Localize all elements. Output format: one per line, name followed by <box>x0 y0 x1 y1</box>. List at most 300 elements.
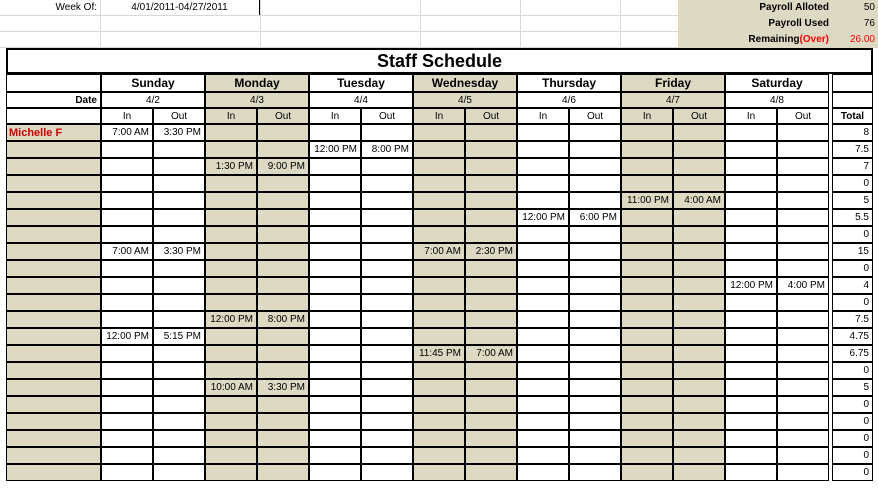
time-out-cell[interactable] <box>777 175 829 192</box>
time-out-cell[interactable] <box>257 192 309 209</box>
time-in-cell[interactable] <box>725 311 777 328</box>
time-in-cell[interactable] <box>413 447 465 464</box>
time-out-cell[interactable] <box>777 430 829 447</box>
time-in-cell[interactable] <box>725 379 777 396</box>
time-out-cell[interactable]: 2:30 PM <box>465 243 517 260</box>
employee-name-cell[interactable] <box>6 192 101 209</box>
time-out-cell[interactable] <box>569 413 621 430</box>
time-out-cell[interactable] <box>673 311 725 328</box>
time-out-cell[interactable] <box>673 226 725 243</box>
time-out-cell[interactable] <box>361 396 413 413</box>
time-out-cell[interactable] <box>361 413 413 430</box>
time-out-cell[interactable] <box>361 124 413 141</box>
time-in-cell[interactable] <box>517 277 569 294</box>
time-out-cell[interactable] <box>673 124 725 141</box>
time-in-cell[interactable] <box>621 362 673 379</box>
time-in-cell[interactable] <box>309 396 361 413</box>
employee-name-cell[interactable] <box>6 328 101 345</box>
time-in-cell[interactable]: 12:00 PM <box>725 277 777 294</box>
time-in-cell[interactable] <box>413 362 465 379</box>
employee-name-cell[interactable] <box>6 447 101 464</box>
time-in-cell[interactable] <box>101 141 153 158</box>
time-out-cell[interactable] <box>673 345 725 362</box>
time-in-cell[interactable] <box>517 175 569 192</box>
time-in-cell[interactable]: 12:00 PM <box>205 311 257 328</box>
time-in-cell[interactable] <box>309 413 361 430</box>
time-out-cell[interactable] <box>673 260 725 277</box>
time-out-cell[interactable] <box>361 243 413 260</box>
time-in-cell[interactable] <box>309 124 361 141</box>
time-out-cell[interactable] <box>777 243 829 260</box>
time-out-cell[interactable] <box>153 430 205 447</box>
time-out-cell[interactable] <box>569 158 621 175</box>
time-out-cell[interactable] <box>153 345 205 362</box>
time-in-cell[interactable] <box>621 294 673 311</box>
time-in-cell[interactable] <box>101 192 153 209</box>
time-in-cell[interactable] <box>517 413 569 430</box>
time-out-cell[interactable] <box>257 226 309 243</box>
time-in-cell[interactable] <box>101 226 153 243</box>
time-out-cell[interactable] <box>465 141 517 158</box>
time-out-cell[interactable] <box>361 277 413 294</box>
time-out-cell[interactable] <box>777 362 829 379</box>
time-in-cell[interactable] <box>101 345 153 362</box>
time-in-cell[interactable] <box>413 379 465 396</box>
time-in-cell[interactable] <box>621 209 673 226</box>
time-in-cell[interactable] <box>309 447 361 464</box>
time-in-cell[interactable] <box>725 141 777 158</box>
time-out-cell[interactable] <box>361 464 413 481</box>
time-in-cell[interactable] <box>101 277 153 294</box>
time-in-cell[interactable] <box>205 345 257 362</box>
time-in-cell[interactable] <box>413 277 465 294</box>
time-in-cell[interactable] <box>621 379 673 396</box>
time-in-cell[interactable] <box>205 209 257 226</box>
payroll-used-value[interactable]: 76 <box>863 18 875 29</box>
employee-name-cell[interactable] <box>6 277 101 294</box>
time-in-cell[interactable] <box>205 226 257 243</box>
time-out-cell[interactable] <box>673 141 725 158</box>
time-out-cell[interactable] <box>153 311 205 328</box>
time-in-cell[interactable]: 7:00 AM <box>101 243 153 260</box>
time-out-cell[interactable] <box>569 260 621 277</box>
time-in-cell[interactable] <box>621 464 673 481</box>
time-in-cell[interactable] <box>725 413 777 430</box>
time-out-cell[interactable] <box>465 158 517 175</box>
time-out-cell[interactable] <box>777 311 829 328</box>
employee-name-cell[interactable] <box>6 294 101 311</box>
time-in-cell[interactable] <box>517 260 569 277</box>
employee-name-cell[interactable] <box>6 345 101 362</box>
time-out-cell[interactable] <box>257 464 309 481</box>
employee-name-cell[interactable] <box>6 379 101 396</box>
time-in-cell[interactable] <box>205 175 257 192</box>
time-out-cell[interactable] <box>673 158 725 175</box>
time-out-cell[interactable] <box>153 413 205 430</box>
time-out-cell[interactable] <box>361 260 413 277</box>
time-in-cell[interactable] <box>517 362 569 379</box>
time-out-cell[interactable] <box>153 141 205 158</box>
time-out-cell[interactable] <box>361 345 413 362</box>
time-in-cell[interactable] <box>725 430 777 447</box>
time-in-cell[interactable] <box>309 260 361 277</box>
time-out-cell[interactable] <box>361 430 413 447</box>
time-in-cell[interactable] <box>621 447 673 464</box>
time-out-cell[interactable] <box>569 294 621 311</box>
time-in-cell[interactable]: 12:00 PM <box>101 328 153 345</box>
time-out-cell[interactable] <box>465 294 517 311</box>
time-in-cell[interactable] <box>413 260 465 277</box>
time-in-cell[interactable] <box>205 447 257 464</box>
time-in-cell[interactable] <box>517 226 569 243</box>
time-out-cell[interactable] <box>361 226 413 243</box>
time-out-cell[interactable] <box>257 362 309 379</box>
time-out-cell[interactable] <box>569 447 621 464</box>
time-in-cell[interactable] <box>725 226 777 243</box>
time-in-cell[interactable] <box>725 362 777 379</box>
time-out-cell[interactable] <box>257 447 309 464</box>
time-out-cell[interactable] <box>569 362 621 379</box>
time-out-cell[interactable] <box>569 396 621 413</box>
time-out-cell[interactable] <box>153 447 205 464</box>
time-out-cell[interactable] <box>465 396 517 413</box>
time-in-cell[interactable] <box>413 396 465 413</box>
time-in-cell[interactable] <box>309 311 361 328</box>
time-out-cell[interactable] <box>673 396 725 413</box>
time-out-cell[interactable]: 9:00 PM <box>257 158 309 175</box>
time-out-cell[interactable] <box>257 141 309 158</box>
time-in-cell[interactable] <box>101 158 153 175</box>
employee-name-cell[interactable] <box>6 243 101 260</box>
time-out-cell[interactable] <box>465 413 517 430</box>
time-in-cell[interactable] <box>101 294 153 311</box>
time-in-cell[interactable] <box>725 396 777 413</box>
time-out-cell[interactable] <box>777 328 829 345</box>
time-in-cell[interactable] <box>517 124 569 141</box>
time-out-cell[interactable] <box>777 447 829 464</box>
time-in-cell[interactable] <box>413 311 465 328</box>
time-out-cell[interactable]: 3:30 PM <box>257 379 309 396</box>
time-in-cell[interactable] <box>205 141 257 158</box>
time-in-cell[interactable] <box>413 209 465 226</box>
time-out-cell[interactable] <box>361 328 413 345</box>
time-in-cell[interactable] <box>517 396 569 413</box>
employee-name-cell[interactable]: Michelle F <box>6 124 101 141</box>
time-in-cell[interactable] <box>517 328 569 345</box>
time-in-cell[interactable] <box>413 192 465 209</box>
time-out-cell[interactable] <box>673 328 725 345</box>
time-out-cell[interactable] <box>257 260 309 277</box>
time-out-cell[interactable] <box>257 124 309 141</box>
time-out-cell[interactable] <box>569 430 621 447</box>
time-out-cell[interactable] <box>777 294 829 311</box>
time-out-cell[interactable] <box>153 464 205 481</box>
time-out-cell[interactable] <box>777 192 829 209</box>
time-in-cell[interactable] <box>101 209 153 226</box>
time-in-cell[interactable] <box>725 447 777 464</box>
time-out-cell[interactable] <box>465 362 517 379</box>
time-in-cell[interactable] <box>621 396 673 413</box>
time-in-cell[interactable] <box>205 396 257 413</box>
time-out-cell[interactable]: 4:00 PM <box>777 277 829 294</box>
time-out-cell[interactable] <box>777 124 829 141</box>
time-in-cell[interactable] <box>205 277 257 294</box>
time-in-cell[interactable] <box>309 175 361 192</box>
time-out-cell[interactable] <box>257 175 309 192</box>
time-in-cell[interactable] <box>517 447 569 464</box>
time-in-cell[interactable] <box>101 430 153 447</box>
time-out-cell[interactable] <box>465 260 517 277</box>
time-in-cell[interactable] <box>101 175 153 192</box>
time-out-cell[interactable] <box>465 192 517 209</box>
time-out-cell[interactable] <box>777 413 829 430</box>
time-out-cell[interactable] <box>777 260 829 277</box>
remaining-value[interactable]: 26.00 <box>849 34 875 45</box>
time-in-cell[interactable] <box>101 396 153 413</box>
payroll-alloted-value[interactable]: 50 <box>863 2 875 13</box>
time-out-cell[interactable] <box>569 464 621 481</box>
time-in-cell[interactable] <box>205 328 257 345</box>
time-in-cell[interactable]: 11:00 PM <box>621 192 673 209</box>
time-in-cell[interactable] <box>725 260 777 277</box>
time-in-cell[interactable] <box>205 362 257 379</box>
time-in-cell[interactable] <box>309 226 361 243</box>
time-in-cell[interactable] <box>205 192 257 209</box>
time-in-cell[interactable] <box>413 124 465 141</box>
time-out-cell[interactable] <box>569 141 621 158</box>
time-in-cell[interactable] <box>413 328 465 345</box>
time-in-cell[interactable] <box>101 447 153 464</box>
employee-name-cell[interactable] <box>6 362 101 379</box>
time-out-cell[interactable] <box>361 447 413 464</box>
time-out-cell[interactable]: 8:00 PM <box>361 141 413 158</box>
time-out-cell[interactable] <box>777 464 829 481</box>
time-in-cell[interactable] <box>725 464 777 481</box>
week-of-value[interactable]: 4/01/2011-04/27/2011 <box>100 0 260 16</box>
time-out-cell[interactable]: 6:00 PM <box>569 209 621 226</box>
time-in-cell[interactable] <box>621 158 673 175</box>
time-out-cell[interactable] <box>777 379 829 396</box>
time-out-cell[interactable]: 5:15 PM <box>153 328 205 345</box>
employee-name-cell[interactable] <box>6 209 101 226</box>
time-out-cell[interactable] <box>673 430 725 447</box>
time-in-cell[interactable] <box>205 464 257 481</box>
time-out-cell[interactable] <box>153 192 205 209</box>
time-in-cell[interactable] <box>725 345 777 362</box>
time-in-cell[interactable] <box>621 328 673 345</box>
time-in-cell[interactable] <box>309 464 361 481</box>
time-out-cell[interactable]: 3:30 PM <box>153 243 205 260</box>
time-out-cell[interactable] <box>465 209 517 226</box>
time-out-cell[interactable] <box>465 464 517 481</box>
time-in-cell[interactable] <box>725 209 777 226</box>
time-out-cell[interactable] <box>777 345 829 362</box>
time-in-cell[interactable]: 12:00 PM <box>309 141 361 158</box>
time-out-cell[interactable] <box>153 294 205 311</box>
time-out-cell[interactable] <box>569 277 621 294</box>
time-in-cell[interactable] <box>621 243 673 260</box>
time-in-cell[interactable] <box>621 430 673 447</box>
time-out-cell[interactable] <box>257 396 309 413</box>
employee-name-cell[interactable] <box>6 396 101 413</box>
time-out-cell[interactable] <box>153 362 205 379</box>
time-out-cell[interactable] <box>569 345 621 362</box>
time-out-cell[interactable] <box>361 294 413 311</box>
employee-name-cell[interactable] <box>6 226 101 243</box>
time-in-cell[interactable] <box>517 158 569 175</box>
time-out-cell[interactable]: 7:00 AM <box>465 345 517 362</box>
time-out-cell[interactable] <box>569 226 621 243</box>
time-out-cell[interactable] <box>257 209 309 226</box>
time-out-cell[interactable]: 4:00 AM <box>673 192 725 209</box>
time-out-cell[interactable] <box>465 447 517 464</box>
time-out-cell[interactable] <box>153 175 205 192</box>
time-in-cell[interactable]: 12:00 PM <box>517 209 569 226</box>
time-in-cell[interactable] <box>517 464 569 481</box>
time-out-cell[interactable] <box>257 294 309 311</box>
time-in-cell[interactable] <box>725 175 777 192</box>
time-out-cell[interactable] <box>361 379 413 396</box>
time-in-cell[interactable] <box>413 294 465 311</box>
time-in-cell[interactable] <box>621 345 673 362</box>
time-in-cell[interactable] <box>725 124 777 141</box>
time-out-cell[interactable] <box>153 379 205 396</box>
time-out-cell[interactable] <box>673 243 725 260</box>
time-out-cell[interactable] <box>777 141 829 158</box>
time-in-cell[interactable] <box>517 311 569 328</box>
time-in-cell[interactable] <box>413 175 465 192</box>
time-in-cell[interactable] <box>101 260 153 277</box>
time-in-cell[interactable] <box>413 464 465 481</box>
time-in-cell[interactable] <box>725 328 777 345</box>
time-in-cell[interactable] <box>101 379 153 396</box>
time-in-cell[interactable]: 7:00 AM <box>101 124 153 141</box>
time-out-cell[interactable]: 8:00 PM <box>257 311 309 328</box>
employee-name-cell[interactable] <box>6 464 101 481</box>
time-in-cell[interactable] <box>621 175 673 192</box>
time-out-cell[interactable] <box>153 158 205 175</box>
employee-name-cell[interactable] <box>6 141 101 158</box>
time-in-cell[interactable] <box>413 158 465 175</box>
time-in-cell[interactable] <box>621 141 673 158</box>
time-out-cell[interactable] <box>361 158 413 175</box>
time-in-cell[interactable] <box>205 124 257 141</box>
time-in-cell[interactable] <box>621 124 673 141</box>
time-out-cell[interactable] <box>673 209 725 226</box>
time-in-cell[interactable] <box>309 294 361 311</box>
time-in-cell[interactable] <box>517 192 569 209</box>
time-out-cell[interactable] <box>777 158 829 175</box>
time-in-cell[interactable] <box>309 328 361 345</box>
time-in-cell[interactable]: 10:00 AM <box>205 379 257 396</box>
time-in-cell[interactable] <box>309 345 361 362</box>
time-in-cell[interactable] <box>205 430 257 447</box>
time-out-cell[interactable] <box>673 413 725 430</box>
time-out-cell[interactable] <box>569 311 621 328</box>
employee-name-cell[interactable] <box>6 158 101 175</box>
time-in-cell[interactable] <box>413 141 465 158</box>
time-in-cell[interactable] <box>517 379 569 396</box>
time-in-cell[interactable] <box>725 192 777 209</box>
time-in-cell[interactable] <box>413 226 465 243</box>
time-in-cell[interactable] <box>621 226 673 243</box>
time-out-cell[interactable] <box>257 430 309 447</box>
time-out-cell[interactable] <box>673 464 725 481</box>
time-in-cell[interactable] <box>205 294 257 311</box>
time-out-cell[interactable] <box>153 396 205 413</box>
time-in-cell[interactable] <box>101 464 153 481</box>
time-in-cell[interactable] <box>205 413 257 430</box>
time-out-cell[interactable] <box>465 311 517 328</box>
time-out-cell[interactable] <box>257 413 309 430</box>
employee-name-cell[interactable] <box>6 311 101 328</box>
time-out-cell[interactable] <box>777 209 829 226</box>
time-out-cell[interactable] <box>569 379 621 396</box>
time-out-cell[interactable] <box>465 124 517 141</box>
time-in-cell[interactable] <box>101 362 153 379</box>
time-out-cell[interactable] <box>465 175 517 192</box>
time-out-cell[interactable] <box>257 277 309 294</box>
time-in-cell[interactable] <box>309 277 361 294</box>
time-in-cell[interactable] <box>309 379 361 396</box>
time-in-cell[interactable] <box>517 430 569 447</box>
time-in-cell[interactable] <box>309 243 361 260</box>
time-out-cell[interactable] <box>777 226 829 243</box>
time-out-cell[interactable] <box>361 175 413 192</box>
time-out-cell[interactable] <box>673 294 725 311</box>
time-in-cell[interactable]: 7:00 AM <box>413 243 465 260</box>
time-out-cell[interactable] <box>673 447 725 464</box>
time-out-cell[interactable] <box>257 243 309 260</box>
time-out-cell[interactable] <box>673 379 725 396</box>
time-in-cell[interactable]: 1:30 PM <box>205 158 257 175</box>
time-in-cell[interactable] <box>309 192 361 209</box>
time-out-cell[interactable] <box>465 226 517 243</box>
time-out-cell[interactable] <box>465 430 517 447</box>
employee-name-cell[interactable] <box>6 430 101 447</box>
time-in-cell[interactable] <box>205 260 257 277</box>
time-in-cell[interactable] <box>517 345 569 362</box>
time-out-cell[interactable] <box>569 192 621 209</box>
time-out-cell[interactable] <box>569 175 621 192</box>
time-in-cell[interactable] <box>309 362 361 379</box>
time-out-cell[interactable] <box>569 328 621 345</box>
time-out-cell[interactable] <box>673 277 725 294</box>
time-out-cell[interactable] <box>153 226 205 243</box>
time-in-cell[interactable] <box>309 430 361 447</box>
time-out-cell[interactable] <box>673 175 725 192</box>
time-out-cell[interactable] <box>361 311 413 328</box>
time-in-cell[interactable] <box>101 311 153 328</box>
time-out-cell[interactable] <box>257 328 309 345</box>
time-in-cell[interactable] <box>621 311 673 328</box>
time-in-cell[interactable] <box>621 260 673 277</box>
time-out-cell[interactable] <box>777 396 829 413</box>
employee-name-cell[interactable] <box>6 175 101 192</box>
time-out-cell[interactable] <box>361 362 413 379</box>
time-out-cell[interactable] <box>153 260 205 277</box>
time-in-cell[interactable] <box>725 294 777 311</box>
time-in-cell[interactable] <box>413 430 465 447</box>
time-out-cell[interactable] <box>569 124 621 141</box>
time-in-cell[interactable] <box>205 243 257 260</box>
time-out-cell[interactable] <box>673 362 725 379</box>
time-out-cell[interactable] <box>257 345 309 362</box>
time-in-cell[interactable] <box>309 158 361 175</box>
employee-name-cell[interactable] <box>6 260 101 277</box>
time-in-cell[interactable] <box>517 141 569 158</box>
time-in-cell[interactable] <box>621 277 673 294</box>
